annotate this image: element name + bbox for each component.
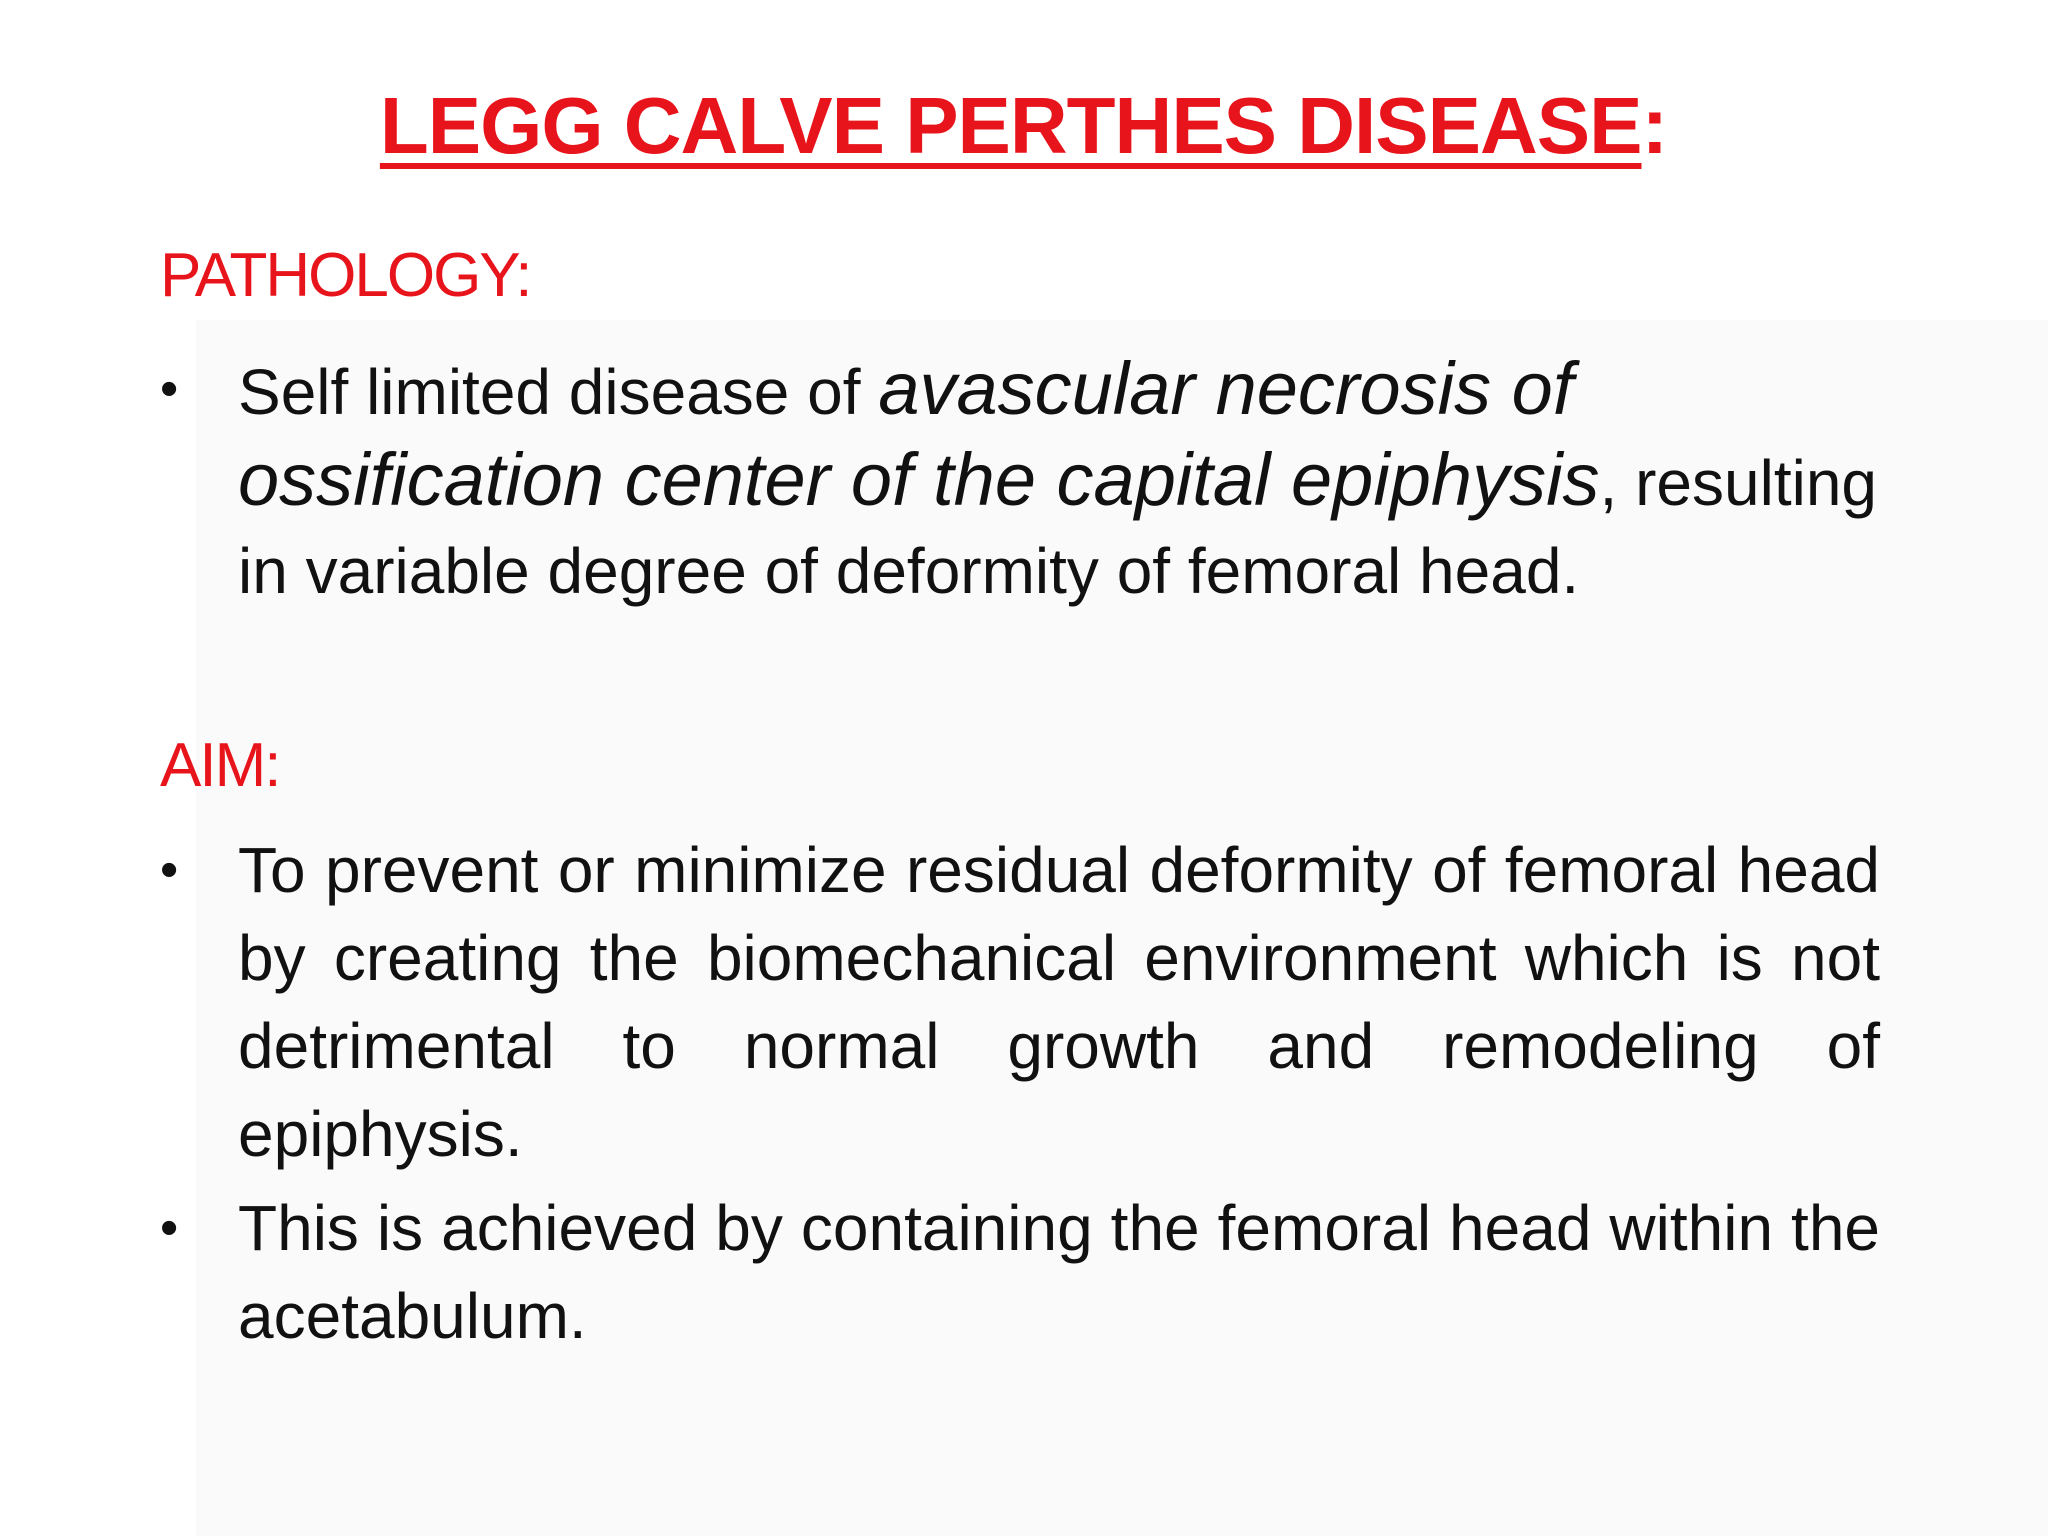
pathology-lead-text: Self limited disease of bbox=[238, 356, 879, 428]
aim-bullet-text: To prevent or minimize residual deformity of femoral head by creating the biomechanical environment which is not detrimental to normal growth and remodeling of epiphysis. bbox=[238, 834, 1880, 1170]
pathology-tail-text: , resulting in variable degree of deformity of femoral head. bbox=[238, 447, 1877, 607]
aim-bullet-list bbox=[160, 826, 1880, 1360]
bullet-icon: • bbox=[160, 360, 179, 418]
slide-title-colon: : bbox=[1641, 81, 1669, 170]
pathology-bullet-list bbox=[160, 345, 1880, 615]
list-item bbox=[160, 1184, 1880, 1360]
pathology-heading: PATHOLOGY: bbox=[160, 241, 531, 310]
aim-heading: AIM: bbox=[160, 731, 280, 800]
pathology-italic-text: avascular necrosis of ossification center of the capital epiphysis bbox=[238, 347, 1600, 521]
list-item bbox=[160, 345, 1880, 615]
bullet-icon: • bbox=[160, 1199, 179, 1257]
slide-title-text: LEGG CALVE PERTHES DISEASE bbox=[379, 81, 1642, 170]
bullet-icon: • bbox=[160, 841, 179, 899]
list-item bbox=[160, 826, 1880, 1178]
slide-title bbox=[0, 78, 2048, 174]
pathology-bullet-text bbox=[238, 345, 1880, 615]
aim-bullet-text: This is achieved by containing the femoral head within the acetabulum. bbox=[238, 1192, 1880, 1352]
